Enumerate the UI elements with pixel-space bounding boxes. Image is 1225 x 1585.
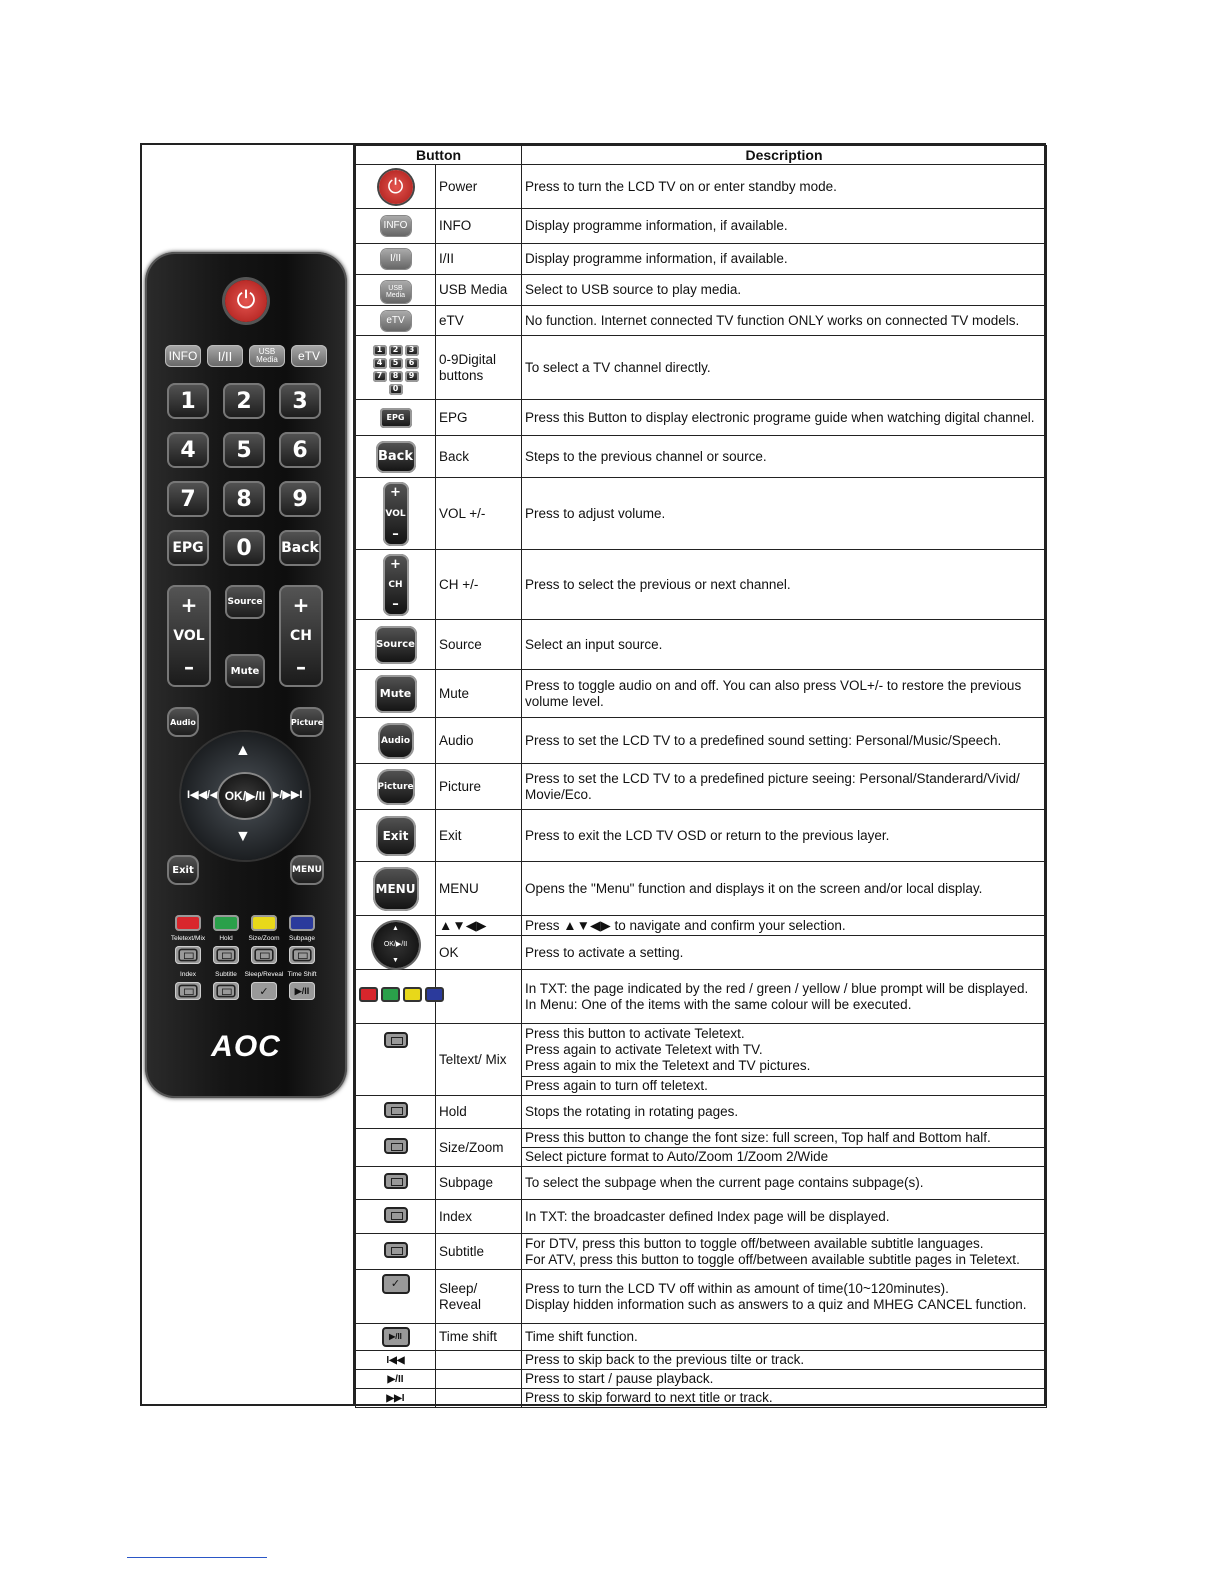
sleep-reveal-icon: ✓ [382, 1274, 410, 1294]
red-key [359, 987, 378, 1002]
digit-label: 7 [373, 371, 387, 382]
table-row [356, 209, 1047, 244]
nav-down-icon[interactable]: ▼ [235, 828, 251, 845]
icon-cell [356, 670, 436, 718]
menu-icon: MENU [373, 867, 419, 911]
remote-digit-8[interactable] [223, 481, 265, 517]
icon-cell [356, 764, 436, 810]
button-description: Select to USB source to play media. [522, 275, 1047, 306]
icon-cell [356, 1167, 436, 1200]
ch-label: CH [290, 628, 312, 644]
remote-etv-label: eTV [297, 349, 320, 363]
button-name: 0-9Digital buttons [436, 336, 522, 400]
button-name: Source [436, 620, 522, 670]
remote-digit-2[interactable] [223, 383, 265, 419]
icon-cell [356, 165, 436, 209]
button-description: Time shift function. [522, 1324, 1047, 1351]
remote-column [142, 145, 355, 1404]
button-description: Press to set the LCD TV to a predefined picture seeing: Personal/Standerard/Vivid/ Movie/Eco. [522, 764, 1047, 810]
skip-forward-icon: ▶▶I [386, 1393, 405, 1404]
icon-cell [356, 810, 436, 862]
skip-back-icon: I◀◀ [386, 1355, 405, 1366]
icon-cell [356, 1389, 436, 1408]
remote-volume-rocker[interactable] [167, 585, 211, 687]
table-row [356, 810, 1047, 862]
table-row [356, 1167, 1047, 1200]
remote-size-zoom-button[interactable] [251, 946, 277, 964]
icon-cell [356, 1324, 436, 1351]
remote-digit-7[interactable] [167, 481, 209, 517]
button-name: OK [436, 936, 522, 970]
table-row [356, 936, 1047, 970]
table-row [356, 1024, 1047, 1077]
digit-label: 8 [389, 371, 403, 382]
remote-source-button[interactable] [225, 585, 265, 619]
button-name: Subtitle [436, 1234, 522, 1270]
remote-sleep-reveal-button[interactable] [251, 982, 277, 1000]
hold-icon [384, 1102, 408, 1118]
remote-teletext-button[interactable] [175, 946, 201, 964]
remote-info-button[interactable] [165, 345, 201, 367]
digit-label: 9 [405, 371, 419, 382]
label-size-zoom: Size/Zoom [248, 935, 280, 942]
nav-up-icon[interactable]: ▲ [235, 742, 251, 759]
remote-blue-button[interactable] [289, 915, 315, 931]
remote-control [145, 252, 347, 1098]
button-name: Audio [436, 718, 522, 764]
header-button: Button [356, 146, 522, 165]
button-name: Mute [436, 670, 522, 718]
digit-label: 3 [292, 388, 308, 414]
icon-cell [356, 620, 436, 670]
button-description: Select an input source. [522, 620, 1047, 670]
digit-label: 4 [373, 358, 387, 369]
icon-cell [356, 718, 436, 764]
button-name: Back [436, 436, 522, 478]
table-row [356, 478, 1047, 550]
remote-back-button[interactable] [279, 530, 321, 566]
info-icon: INFO [381, 216, 411, 236]
remote-digit-5[interactable] [223, 432, 265, 468]
vol-plus: + [180, 593, 198, 617]
audio-icon: Audio [378, 723, 414, 759]
nav-ok-label: OK/▶/II [383, 940, 408, 948]
hold-icon [216, 949, 235, 962]
label-index: Index [180, 971, 196, 978]
button-name: eTV [436, 306, 522, 336]
digit-keypad-icon [373, 345, 419, 395]
remote-subpage-button[interactable] [289, 946, 315, 964]
icon-cell [356, 336, 436, 400]
remote-mute-button[interactable] [225, 654, 265, 688]
size-zoom-icon [254, 949, 273, 962]
ok-label: OK/▶/II [224, 789, 266, 803]
check-icon: ✓ [259, 985, 269, 998]
teletext-icon [384, 1032, 408, 1048]
button-description: Press this button to change the font size: full screen, Top half and Bottom half. [522, 1129, 1047, 1148]
epg-label: EPG [172, 540, 204, 556]
source-label: Source [227, 597, 263, 607]
icon-cell [356, 478, 436, 550]
table-row [356, 1096, 1047, 1129]
color-keys-icon [359, 987, 444, 1002]
button-name [436, 1351, 522, 1370]
button-name: Power [436, 165, 522, 209]
desc-line: Press this button to activate Teletext. [525, 1026, 745, 1041]
remote-etv-button[interactable] [291, 345, 327, 367]
icon-cell [356, 970, 436, 1024]
button-description: Display programme information, if available. [522, 209, 1047, 244]
mute-icon: Mute [375, 675, 417, 713]
button-description: No function. Internet connected TV function ONLY works on connected TV models. [522, 306, 1047, 336]
size-zoom-icon [384, 1138, 408, 1154]
icon-cell [356, 862, 436, 916]
remote-digit-4[interactable] [167, 432, 209, 468]
time-shift-icon: ▶/II [382, 1327, 410, 1347]
icon-cell [356, 1129, 436, 1167]
digit-label: 1 [373, 345, 387, 356]
remote-digit-0[interactable] [223, 530, 265, 566]
label-subtitle: Subtitle [215, 971, 237, 978]
button-name: USB Media [436, 275, 522, 306]
label-time-shift: Time Shift [287, 971, 317, 978]
icon-cell [356, 209, 436, 244]
table-row [356, 916, 1047, 936]
digit-label: 5 [236, 437, 252, 463]
button-name [436, 1389, 522, 1408]
nav-forward[interactable]: ▶/▶▶I [271, 789, 303, 801]
picture-label: Picture [290, 717, 324, 727]
remote-epg-button[interactable] [167, 530, 209, 566]
button-description: To select a TV channel directly. [522, 336, 1047, 400]
back-icon: Back [376, 441, 416, 473]
icon-cell [356, 1351, 436, 1370]
button-name: ▲▼◀▶ [436, 916, 522, 936]
table-row [356, 1351, 1047, 1370]
subtitle-icon [384, 1242, 408, 1258]
power-icon: ⏻ [236, 287, 256, 314]
digit-label: 2 [389, 345, 403, 356]
button-name: Time shift [436, 1324, 522, 1351]
button-description: In TXT: the broadcaster defined Index page will be displayed. [522, 1200, 1047, 1234]
remote-dual-label: I/II [217, 348, 233, 364]
digit-label: 0 [389, 384, 403, 395]
remote-red-button[interactable] [175, 915, 201, 931]
button-description: Press again to turn off teletext. [522, 1077, 1047, 1096]
button-description: Press to activate a setting. [522, 936, 1047, 970]
button-name: Index [436, 1200, 522, 1234]
time-shift-icon: ▶/II [294, 985, 310, 996]
remote-exit-button[interactable] [167, 855, 199, 885]
table-row [356, 620, 1047, 670]
remote-power-button[interactable] [225, 280, 267, 322]
remote-subtitle-button[interactable] [213, 982, 239, 1000]
desc-line: For DTV, press this button to toggle off/between available subtitle languages. [525, 1235, 984, 1251]
etv-icon: eTV [381, 311, 411, 331]
table-row [356, 970, 1047, 1024]
picture-icon: Picture [377, 769, 415, 805]
back-label: Back [281, 540, 319, 556]
power-icon: ⏻ [379, 170, 413, 204]
label-subpage: Subpage [288, 935, 316, 942]
audio-label: Audio [170, 717, 196, 727]
digit-label: 6 [405, 358, 419, 369]
button-description: Press to exit the LCD TV OSD or return to the previous layer. [522, 810, 1047, 862]
label-sleep-reveal: Sleep/Reveal [244, 971, 284, 978]
subpage-icon [292, 949, 311, 962]
digit-label: 9 [292, 486, 308, 512]
exit-label: Exit [172, 864, 194, 876]
button-description: Display programme information, if available. [522, 244, 1047, 275]
table-row [356, 670, 1047, 718]
remote-yellow-button[interactable] [251, 915, 277, 931]
subtitle-icon [216, 985, 235, 998]
table-row [356, 1200, 1047, 1234]
table-row [356, 306, 1047, 336]
digit-label: 8 [236, 486, 252, 512]
icon-cell [356, 916, 436, 970]
table-row [356, 1370, 1047, 1389]
teletext-icon [178, 949, 197, 962]
table-row [356, 1234, 1047, 1270]
button-name: Picture [436, 764, 522, 810]
button-name [436, 970, 522, 1024]
button-description: Press to set the LCD TV to a predefined sound setting: Personal/Music/Speech. [522, 718, 1047, 764]
remote-dual-button[interactable] [207, 345, 243, 367]
table-row [356, 1389, 1047, 1408]
button-description [522, 1234, 1047, 1270]
remote-channel-rocker[interactable] [279, 585, 323, 687]
button-description: Press to adjust volume. [522, 478, 1047, 550]
table-row [356, 436, 1047, 478]
digit-label: 5 [389, 358, 403, 369]
remote-hold-button[interactable] [213, 946, 239, 964]
button-name: Size/Zoom [436, 1129, 522, 1167]
button-name: Exit [436, 810, 522, 862]
button-description: Press to select the previous or next channel. [522, 550, 1047, 620]
icon-cell [356, 306, 436, 336]
epg-icon: EPG [380, 408, 412, 428]
icon-cell [356, 1200, 436, 1234]
navigation-pad-icon [373, 922, 419, 968]
desc-line: In TXT: the page indicated by the red / green / yellow / blue prompt will be displayed. [525, 980, 1029, 996]
icon-cell [356, 1234, 436, 1270]
nav-rewind[interactable]: I◀◀/◀ [187, 789, 219, 801]
icon-cell [356, 1024, 436, 1096]
button-name: MENU [436, 862, 522, 916]
button-name: CH +/- [436, 550, 522, 620]
desc-line: In Menu: One of the items with the same colour will be executed. [525, 996, 912, 1012]
button-spec-table [355, 145, 1047, 1408]
vol-label: VOL [385, 508, 406, 519]
button-name [436, 1370, 522, 1389]
ch-label: CH [388, 579, 403, 590]
table-row [356, 718, 1047, 764]
spec-frame [140, 143, 1046, 1406]
ch-plus: + [390, 556, 401, 572]
channel-rocker-icon [383, 554, 409, 616]
table-row [356, 400, 1047, 436]
desc-line: Press to turn the LCD TV off within as amount of time(10~120minutes). [525, 1280, 949, 1296]
digit-label: 1 [180, 388, 196, 414]
icon-cell [356, 1370, 436, 1389]
digit-label: 6 [292, 437, 308, 463]
subpage-icon [384, 1173, 408, 1189]
desc-line: For ATV, press this button to toggle off/between available subtitle pages in Teletext. [525, 1251, 1020, 1267]
vol-plus: + [390, 484, 401, 500]
index-icon [384, 1207, 408, 1223]
dual-audio-icon: I/II [381, 249, 411, 269]
table-row [356, 550, 1047, 620]
play-pause-icon: ▶/II [387, 1374, 404, 1385]
icon-cell [356, 244, 436, 275]
icon-cell [356, 436, 436, 478]
vol-minus: – [392, 526, 399, 542]
remote-info-label: INFO [168, 349, 198, 363]
button-description: Press to start / pause playback. [522, 1370, 1047, 1389]
mute-label: Mute [230, 665, 260, 677]
button-description: Opens the "Menu" function and displays it on the screen and/or local display. [522, 862, 1047, 916]
remote-digit-1[interactable] [167, 383, 209, 419]
button-name: EPG [436, 400, 522, 436]
remote-ok-button[interactable] [219, 774, 271, 818]
remote-index-button[interactable] [175, 982, 201, 1000]
button-description: Press to turn the LCD TV on or enter standby mode. [522, 165, 1047, 209]
remote-usb-label: USB Media [256, 347, 278, 364]
button-description [522, 1270, 1047, 1324]
icon-cell [356, 550, 436, 620]
table-row [356, 165, 1047, 209]
table-row [356, 1129, 1047, 1148]
button-description: Press this Button to display electronic programe guide when watching digital channel. [522, 400, 1047, 436]
remote-digit-6[interactable] [279, 432, 321, 468]
yellow-key [403, 987, 422, 1002]
button-description: Press to skip forward to next title or track. [522, 1389, 1047, 1408]
table-row [356, 1270, 1047, 1324]
table-row [356, 336, 1047, 400]
digit-label: 7 [180, 486, 196, 512]
index-icon [178, 985, 197, 998]
blue-key [425, 987, 444, 1002]
digit-label: 2 [236, 388, 252, 414]
usb-media-icon: USB Media [381, 281, 411, 303]
button-description: Select picture format to Auto/Zoom 1/Zoom 2/Wide [522, 1148, 1047, 1167]
table-header-row [356, 146, 1047, 165]
digit-label: 0 [236, 535, 252, 561]
nav-down-icon: ▼ [392, 956, 399, 964]
button-description: Press ▲▼◀▶ to navigate and confirm your selection. [522, 916, 1047, 936]
nav-up-icon: ▲ [392, 924, 399, 932]
button-name: Hold [436, 1096, 522, 1129]
remote-green-button[interactable] [213, 915, 239, 931]
table-row [356, 1324, 1047, 1351]
aoc-logo-text: AOC [211, 1030, 281, 1063]
table-row [356, 275, 1047, 306]
menu-label: MENU [292, 865, 322, 875]
ch-minus: – [296, 655, 306, 679]
icon-cell [356, 1096, 436, 1129]
button-name: Teltext/ Mix [436, 1024, 522, 1096]
exit-icon: Exit [376, 816, 416, 856]
header-description: Description [522, 146, 1047, 165]
footer-link-underline[interactable] [127, 1557, 267, 1558]
ch-minus: – [392, 596, 399, 612]
table-row [356, 244, 1047, 275]
icon-cell [356, 275, 436, 306]
label-teletext-mix: Teletext/Mix [170, 935, 206, 942]
desc-line: Press again to mix the Teletext and TV pictures. [525, 1058, 811, 1073]
aoc-logo [145, 1030, 347, 1064]
button-name: INFO [436, 209, 522, 244]
remote-menu-button[interactable] [290, 855, 324, 885]
icon-cell [356, 1270, 436, 1324]
remote-usb-button[interactable] [249, 345, 285, 367]
vol-minus: – [184, 655, 194, 679]
remote-digit-3[interactable] [279, 383, 321, 419]
button-description: Stops the rotating in rotating pages. [522, 1096, 1047, 1129]
ch-plus: + [292, 593, 310, 617]
digit-label: 3 [405, 345, 419, 356]
desc-line: Press again to activate Teletext with TV. [525, 1042, 763, 1057]
button-name: VOL +/- [436, 478, 522, 550]
button-description: Press to toggle audio on and off. You can also press VOL+/- to restore the previous volume level. [522, 670, 1047, 718]
button-name: I/II [436, 244, 522, 275]
remote-digit-9[interactable] [279, 481, 321, 517]
table-row [356, 862, 1047, 916]
volume-rocker-icon [383, 482, 409, 546]
table-row [356, 764, 1047, 810]
vol-label: VOL [173, 628, 205, 644]
button-description: Steps to the previous channel or source. [522, 436, 1047, 478]
remote-navigation-ring[interactable] [181, 732, 309, 860]
remote-audio-button[interactable] [167, 707, 199, 737]
button-description [522, 1024, 1047, 1077]
button-description: Press to skip back to the previous tilte or track. [522, 1351, 1047, 1370]
remote-time-shift-button[interactable] [289, 982, 315, 1000]
source-icon: Source [375, 626, 417, 664]
digit-label: 4 [180, 437, 196, 463]
label-hold: Hold [219, 935, 233, 942]
button-name: Sleep/ Reveal [436, 1270, 522, 1324]
remote-picture-button[interactable] [290, 707, 324, 737]
button-name: Subpage [436, 1167, 522, 1200]
desc-line: Display hidden information such as answers to a quiz and MHEG CANCEL function. [525, 1296, 1027, 1312]
icon-cell [356, 400, 436, 436]
button-description [522, 970, 1047, 1024]
button-description: To select the subpage when the current page contains subpage(s). [522, 1167, 1047, 1200]
green-key [381, 987, 400, 1002]
